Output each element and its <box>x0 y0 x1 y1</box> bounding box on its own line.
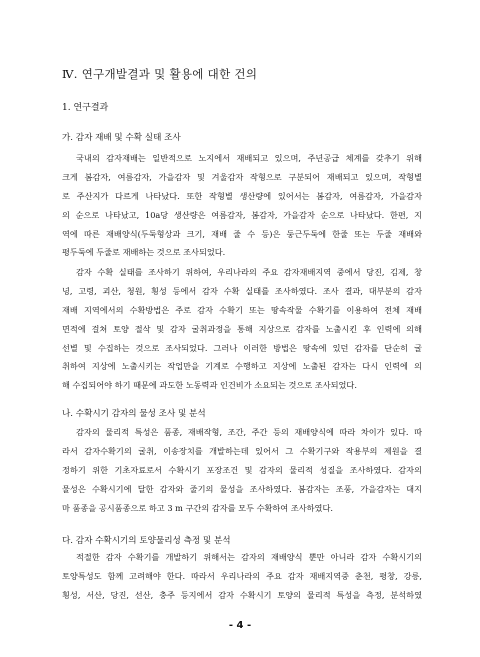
text-line: 횡성, 서산, 당진, 선산, 충주 등지에서 감자 수확시기 토양의 물리적 특성을 측정, 분석하였 <box>62 589 422 600</box>
paragraph-na-1 <box>62 423 422 517</box>
text-line: 라서 감자수확기의 굴취, 이송장치를 개발하는데 있어서 그 수확기구와 작용부의 제원을 결 <box>62 445 422 456</box>
text-line: 취하여 지상에 노출시키는 작업만을 기계로 수행하고 지상에 노출된 감자는 다시 인력에 의 <box>62 361 422 372</box>
text-line: 면적에 걸쳐 토양 절삭 및 감자 굴취과정을 통해 지상으로 감자를 노출시킨 후 인력에 의해 <box>62 323 422 334</box>
text-line: 역에 따른 재배양식(두둑형상과 크기, 재배 줄 수 등)은 둥근두둑에 한줄 또는 두줄 재배와 <box>62 228 422 239</box>
chapter-title: Ⅳ. 연구개발결과 및 활용에 대한 건의 <box>62 67 258 81</box>
text-line: 로 주산지가 다르게 나타났다. 또한 작형별 생산량에 있어서는 봄감자, 여름감자, 가을감자 <box>62 190 422 201</box>
subsection-heading-ga: 가. 감자 재배 및 수확 실태 조사 <box>62 133 181 143</box>
paragraph-da-1 <box>62 548 422 605</box>
subsection-heading-da: 다. 감자 수확시기의 토양물리성 측정 및 분석 <box>62 536 231 546</box>
text-line: 감자 수확 실태를 조사하기 위하여, 우리나라의 주요 감자재배지역 중에서 당진, 김제, 창 <box>76 267 422 277</box>
subsection-heading-na: 나. 수확시기 감자의 물성 조사 및 분석 <box>62 409 206 419</box>
text-line: 해 수집되어야 하기 때문에 과도한 노동력과 인건비가 소요되는 것으로 조사되었다. <box>62 380 357 391</box>
text-line: 감자의 물리적 특성은 품종, 재배작형, 조간, 주간 등의 재배양식에 따라 차이가 있다. 따 <box>76 427 422 437</box>
text-line: 평두둑에 두줄로 재배하는 것으로 조사되었다. <box>62 247 226 258</box>
text-line: 적절한 감자 수확기를 개발하기 위해서는 감자의 재배양식 뿐만 아니라 감자 수확시기의 <box>76 552 422 562</box>
text-line: 국내의 감자재배는 일반적으로 노지에서 재배되고 있으며, 주년공급 체계를 갖추기 위해 <box>76 153 422 163</box>
text-line: 녕, 고령, 괴산, 청원, 횡성 등에서 감자 수확 실태를 조사하였다. 조사 결과, 대부분의 감자 <box>62 285 422 296</box>
text-line: 토양특성도 함께 고려해야 한다. 따라서 우리나라의 주요 감자 재배지역중 춘천, 평창, 강릉, <box>62 570 422 581</box>
text-line: 크게 봄감자, 여름감자, 가을감자 및 겨울감자 작형으로 구분되어 재배되고 있으며, 작형별 <box>62 171 422 182</box>
text-line: 물성은 수확시기에 달한 감자와 줄기의 물성을 조사하였다. 봄감자는 조풍, 가을감자는 대지 <box>62 483 422 494</box>
page-number: - 4 - <box>228 620 252 631</box>
paragraph-ga-1 <box>62 149 422 262</box>
section-title: 1. 연구결과 <box>62 103 109 113</box>
text-line: 선별 및 수집하는 것으로 조사되었다. 그러나 이러한 방법은 땅속에 있던 감자를 단순히 굴 <box>62 342 422 353</box>
text-line: 재배 지역에서의 수확방법은 주로 감자 수확기 또는 땅속작물 수확기를 이용하여 전체 재배 <box>62 304 422 315</box>
text-line: 마 품종을 공시품종으로 하고 3 m 구간의 감자를 모두 수확하여 조사하였다. <box>62 502 333 513</box>
paragraph-ga-2 <box>62 263 422 395</box>
text-line: 정하기 위한 기초자료로서 수확시기 포장조건 및 감자의 물리적 성질을 조사하였다. 감자의 <box>62 464 422 475</box>
text-line: 의 순으로 나타났고, 10a당 생산량은 여름감자, 봄감자, 가을감자 순으로 나타났다. 한편, 지 <box>62 209 422 220</box>
